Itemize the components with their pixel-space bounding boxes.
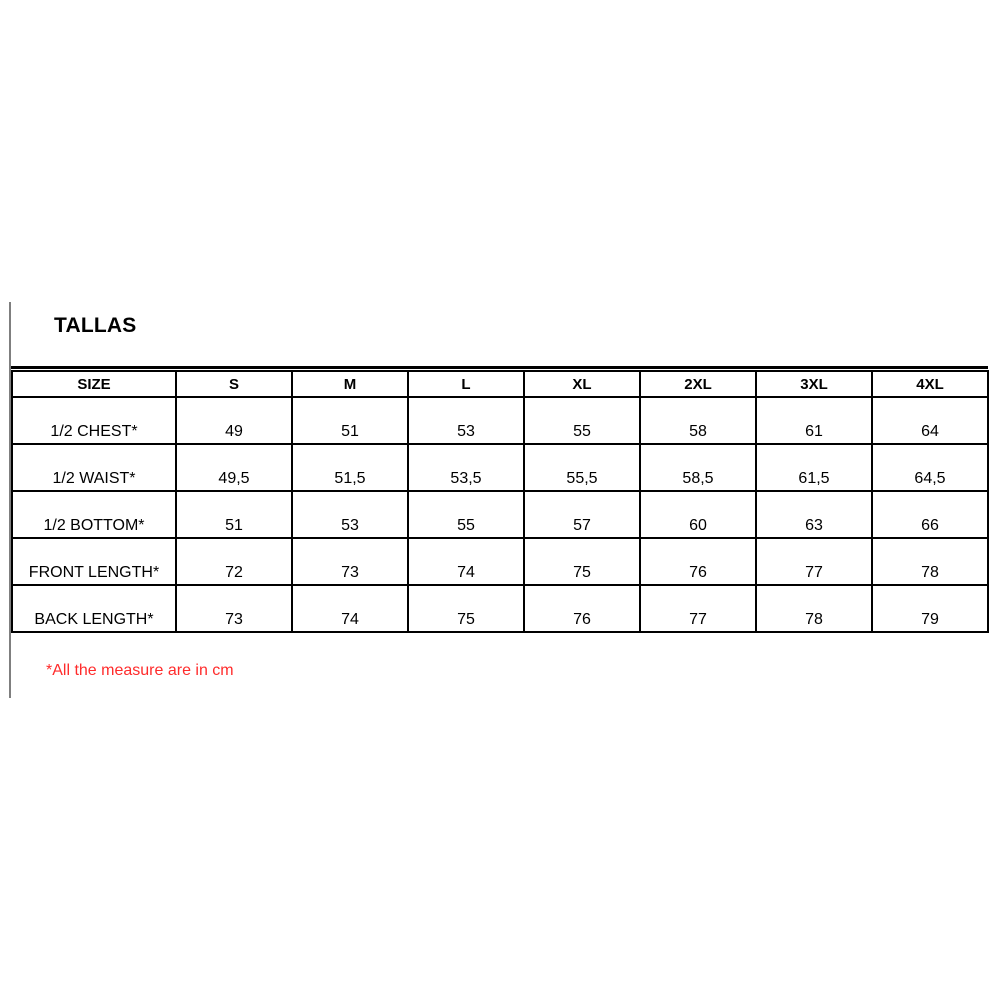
table-cell: 64: [872, 397, 988, 444]
header-m: M: [292, 371, 408, 397]
row-label: BACK LENGTH*: [12, 585, 176, 632]
row-label: FRONT LENGTH*: [12, 538, 176, 585]
table-row: [12, 585, 988, 632]
table-cell: 77: [640, 585, 756, 632]
table-row: [12, 444, 988, 491]
table-cell: 51: [176, 491, 292, 538]
table-row: [12, 538, 988, 585]
table-cell: 78: [872, 538, 988, 585]
table-cell: 76: [524, 585, 640, 632]
table-cell: 55: [524, 397, 640, 444]
header-3xl: 3XL: [756, 371, 872, 397]
table-cell: 49: [176, 397, 292, 444]
table-cell: 75: [408, 585, 524, 632]
table-cell: 58: [640, 397, 756, 444]
table-cell: 58,5: [640, 444, 756, 491]
table-cell: 72: [176, 538, 292, 585]
header-2xl: 2XL: [640, 371, 756, 397]
table-cell: 61,5: [756, 444, 872, 491]
size-chart-table: [11, 370, 989, 633]
table-cell: 53: [408, 397, 524, 444]
table-header-row: [12, 371, 988, 397]
table-cell: 53: [292, 491, 408, 538]
row-label: 1/2 WAIST*: [12, 444, 176, 491]
table-cell: 55,5: [524, 444, 640, 491]
header-4xl: 4XL: [872, 371, 988, 397]
row-label: 1/2 CHEST*: [12, 397, 176, 444]
header-l: L: [408, 371, 524, 397]
page-title: TALLAS: [54, 314, 137, 337]
table-top-rule: [11, 366, 988, 369]
table-cell: 55: [408, 491, 524, 538]
table-cell: 63: [756, 491, 872, 538]
table-cell: 73: [292, 538, 408, 585]
table-cell: 66: [872, 491, 988, 538]
table-cell: 51,5: [292, 444, 408, 491]
table-cell: 64,5: [872, 444, 988, 491]
table-cell: 73: [176, 585, 292, 632]
table-cell: 78: [756, 585, 872, 632]
table-cell: 60: [640, 491, 756, 538]
measurement-note: *All the measure are in cm: [46, 662, 234, 679]
table-cell: 74: [408, 538, 524, 585]
table-cell: 51: [292, 397, 408, 444]
row-label: 1/2 BOTTOM*: [12, 491, 176, 538]
header-xl: XL: [524, 371, 640, 397]
table-cell: 61: [756, 397, 872, 444]
table-cell: 75: [524, 538, 640, 585]
table-cell: 74: [292, 585, 408, 632]
header-size: SIZE: [12, 371, 176, 397]
table-cell: 49,5: [176, 444, 292, 491]
table-row: [12, 491, 988, 538]
table-cell: 79: [872, 585, 988, 632]
table-cell: 77: [756, 538, 872, 585]
table-cell: 57: [524, 491, 640, 538]
header-s: S: [176, 371, 292, 397]
table-cell: 76: [640, 538, 756, 585]
table-cell: 53,5: [408, 444, 524, 491]
table-row: [12, 397, 988, 444]
